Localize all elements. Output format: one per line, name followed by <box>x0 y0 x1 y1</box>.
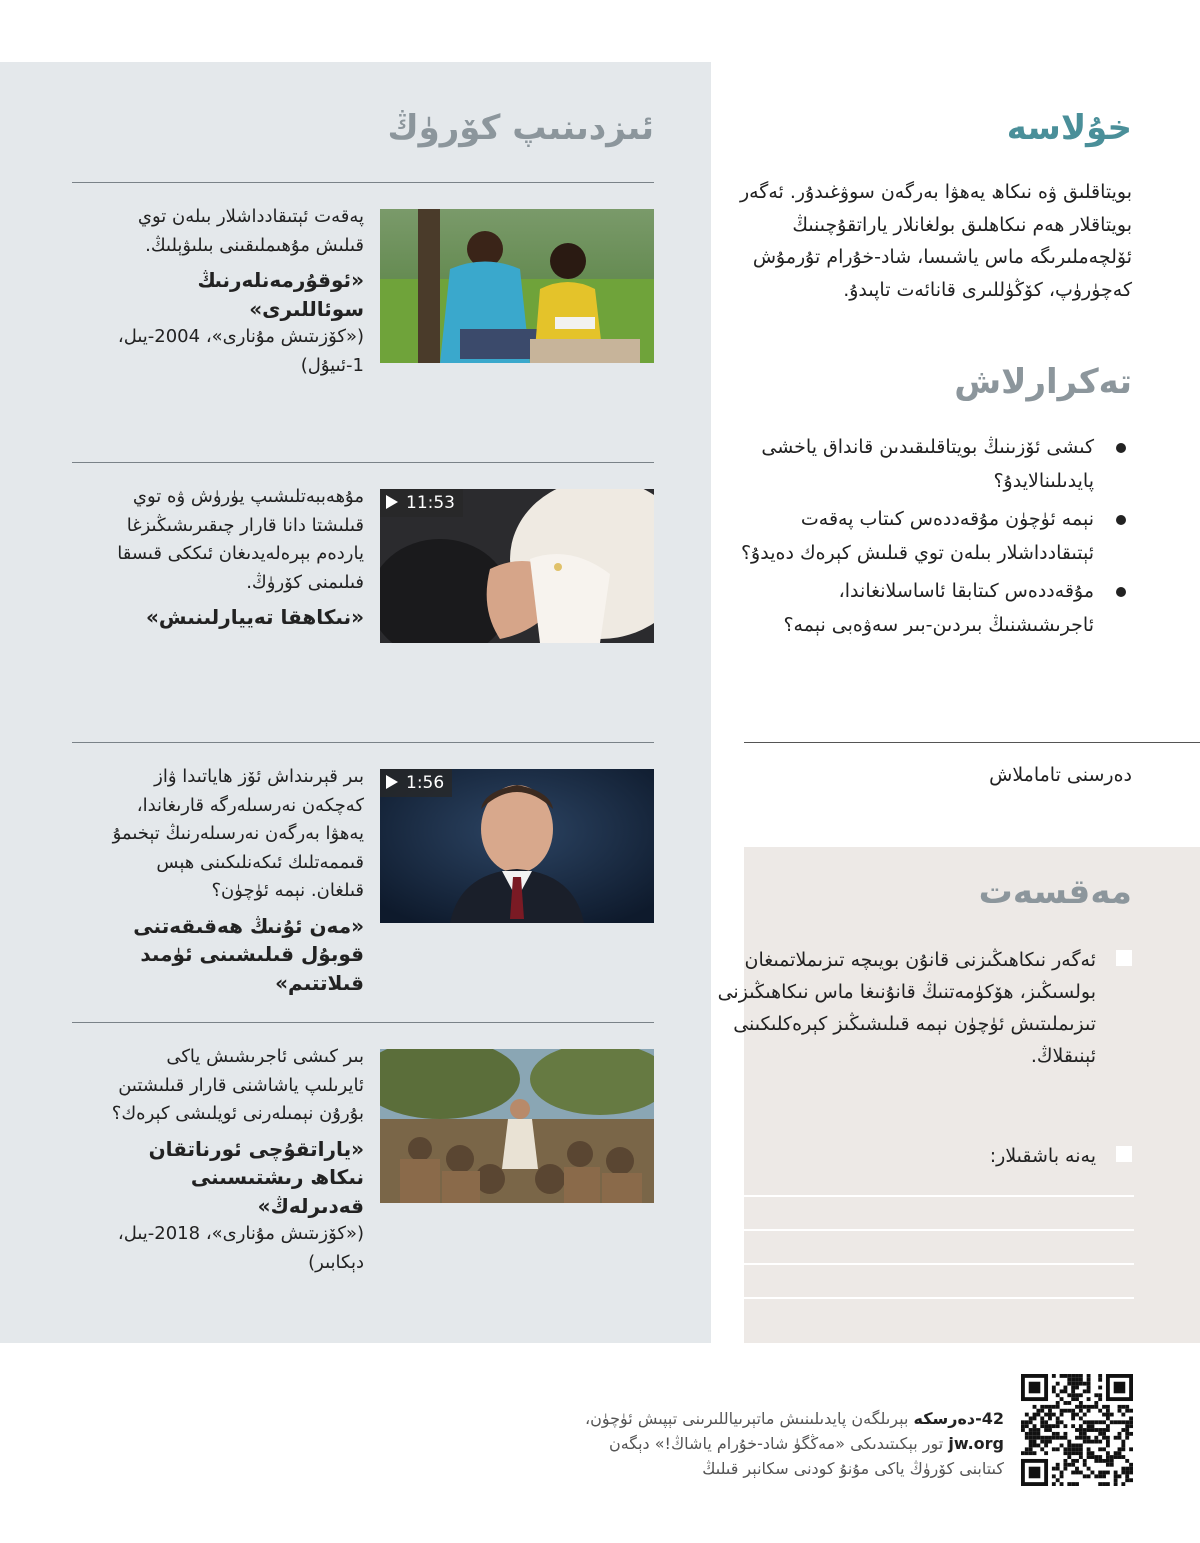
writing-line[interactable] <box>744 1229 1134 1231</box>
lesson-number: 42-دەرسكە <box>913 1409 1004 1428</box>
item-source: («كۆزىتىش مۇنارى»، 2004-يىل، 1-ئىيۇل) <box>117 326 364 376</box>
qr-code[interactable] <box>1021 1374 1133 1486</box>
explore-item-text <box>102 203 364 380</box>
review-question: نېمە ئۈچۈن مۇقەددەس كىتاب پەقەت ئېتىقادداشلار بىلەن توي قىلىش كېرەك دەيدۇ؟ <box>732 502 1132 570</box>
explore-item-text <box>102 483 364 632</box>
crowd-teaching-illustration[interactable] <box>380 1049 654 1203</box>
item-description: بىر كىشى ئاجرىشىش ياكى ئايرىلىپ ياشاشنى قارار قىلىشتىن بۇرۇن نېمىلەرنى ئويلىشى كېرەك؟ <box>111 1046 364 1124</box>
bullet-icon <box>1116 587 1126 597</box>
item-link[interactable]: «مەن ئۇنىڭ ھەقىقەتنى قوبۇل قىلىشىنى ئۈمىد قىلاتتىم» <box>133 913 364 995</box>
bullet-icon <box>1116 443 1126 453</box>
play-icon <box>386 775 398 789</box>
writing-line[interactable] <box>744 1263 1134 1265</box>
item-description: پەقەت ئېتىقادداشلار بىلەن توي قىلىش مۇھىملىقىنى بىلىۋېلىڭ. <box>137 206 364 256</box>
goal-checkbox[interactable] <box>1116 950 1132 966</box>
goal-box <box>744 847 1200 1343</box>
explore-item-4 <box>72 1046 654 1279</box>
video-thumbnail-man-portrait[interactable] <box>380 769 654 923</box>
couple-reading-bible-image[interactable] <box>380 209 654 363</box>
explore-item-2 <box>72 486 654 719</box>
item-link[interactable]: «نىكاھقا تەييارلىنىش» <box>146 605 364 629</box>
goal-checkbox[interactable] <box>1116 1146 1132 1162</box>
video-duration-badge: 11:53 <box>380 489 463 517</box>
review-title: تەكرارلاش <box>954 362 1132 402</box>
video-duration-badge: 1:56 <box>380 769 452 797</box>
review-question: كىشى ئۆزىنىڭ بويتاقلىقىدىن قانداق ياخشى پايدىلىنالايدۇ؟ <box>732 430 1132 498</box>
divider <box>72 182 654 183</box>
play-icon <box>386 495 398 509</box>
item-link[interactable]: «ياراتقۇچى ئورناتقان نىكاھ رىشتىسىنى قەدىرلەڭ» <box>148 1136 364 1218</box>
website-link[interactable]: jw.org <box>948 1434 1004 1453</box>
explore-item-text <box>102 763 364 997</box>
lesson-complete-label: دەرسنى تاماملاش <box>989 764 1132 786</box>
divider <box>744 742 1200 743</box>
summary-title: خۇلاسە <box>1006 108 1132 148</box>
divider <box>72 1022 654 1023</box>
explore-item-3 <box>72 766 654 999</box>
item-link[interactable]: «ئوقۇرمەنلەرنىڭ سوئاللىرى» <box>197 268 364 321</box>
bullet-icon <box>1116 515 1126 525</box>
divider <box>72 742 654 743</box>
goal-title: مەقسەت <box>978 872 1132 912</box>
footer-text: 42-دەرسكە بېرىلگەن پايدىلىنىش ماتېرىياللىرىنى تېپىش ئۈچۈن، jw.org تور بېكىتىدىكى «مەڭگۈ شاد-خۇرام ياشاڭ!» دېگەن كىتابنى كۆرۈڭ ياكى مۇنۇ كودنى سكانېر قىلىڭ <box>584 1409 1004 1478</box>
item-description: مۇھەببەتلىشىپ يۈرۈش ۋە توي قىلىشتا دانا قارار چىقىرىشىڭىزغا ياردەم بېرەلەيدىغان ئىككى قىسقا فىلىمنى كۆرۈڭ. <box>117 486 364 593</box>
item-description: بىر قېرىنداش ئۆز ھاياتىدا ۋاز كەچكەن نەرسىلەرگە قارىغاندا، يەھۋا بەرگەن نەرسىلەرنىڭ تېخىمۇ قىممەتلىك ئىكەنلىكىنى ھېس قىلغان. نېمە ئۈچۈن؟ <box>112 766 364 901</box>
goal-item: ئەگەر نىكاھىڭىزنى قانۇن بويىچە تىزىملاتمىغان بولسىڭىز، ھۆكۈمەتنىڭ قانۇنىغا ماس نىكاھىڭىزنى تىزىملىتىش ئۈچۈن نېمە قىلىشىڭىز كېرەكلىكىنى ئېنىقلاڭ. <box>716 944 1132 1072</box>
goal-item-other: يەنە باشقىلار: <box>716 1140 1132 1172</box>
video-thumbnail-hands[interactable] <box>380 489 654 643</box>
item-source: («كۆزىتىش مۇنارى»، 2018-يىل، دېكابىر) <box>117 1223 364 1273</box>
explore-title: ئىزدىنىپ كۆرۈڭ <box>387 108 654 148</box>
explore-item-text <box>102 1043 364 1277</box>
writing-line[interactable] <box>744 1195 1134 1197</box>
review-question: مۇقەددەس كىتابقا ئاساسلانغاندا، ئاجرىشىشنىڭ بىردىن-بىر سەۋەبى نېمە؟ <box>732 574 1132 642</box>
writing-line[interactable] <box>744 1297 1134 1299</box>
review-list <box>732 430 1132 646</box>
explore-item-1 <box>72 206 654 439</box>
divider <box>72 462 654 463</box>
summary-text: بويتاقلىق ۋە نىكاھ يەھۋا بەرگەن سوۋغىدۇر. ئەگەر بويتاقلار ھەم نىكاھلىق بولغانلار ياراتقۇچىنىڭ ئۆلچەملىرىگە ماس ياشىسا، شاد-خۇرام تۇرمۇش كەچۈرۈپ، كۆڭۈللىرى قانائەت تاپىدۇ. <box>739 181 1132 301</box>
